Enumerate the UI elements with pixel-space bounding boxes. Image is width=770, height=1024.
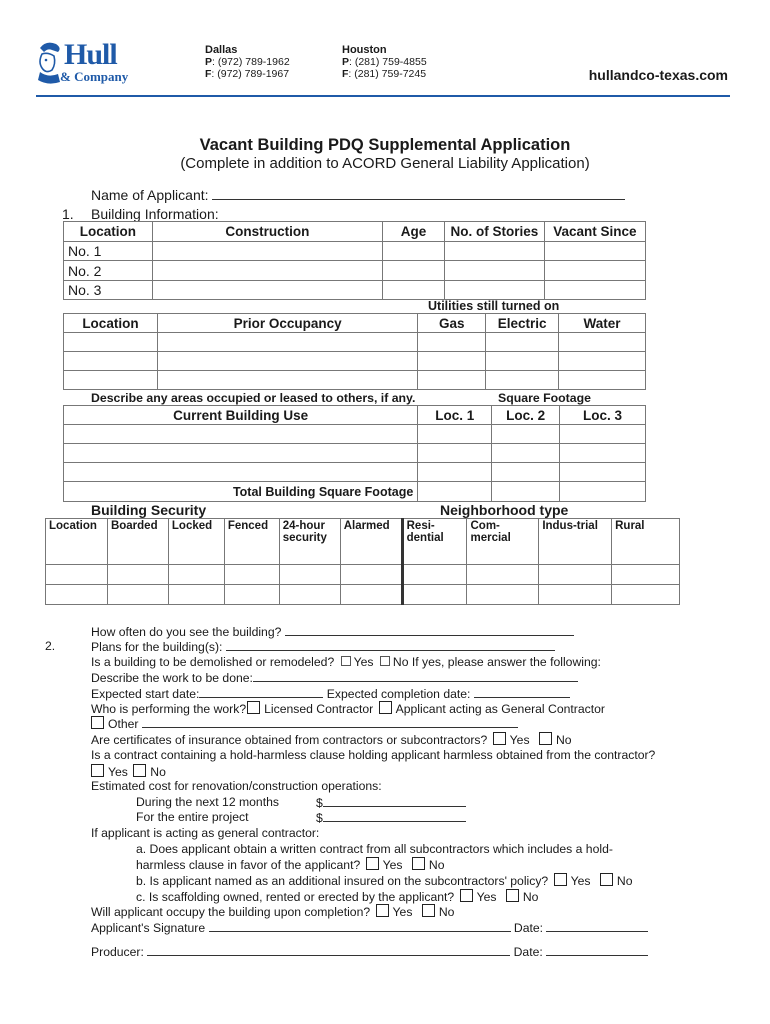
section-2-number: 2.	[45, 639, 56, 653]
table-cell[interactable]	[544, 281, 645, 300]
th-commercial: Com-mercial	[467, 519, 539, 565]
demolish-no-checkbox[interactable]	[380, 656, 390, 666]
utilities-caption: Utilities still turned on	[428, 299, 560, 313]
producer-field[interactable]	[147, 944, 510, 956]
table-cell[interactable]	[486, 352, 559, 371]
table-cell[interactable]	[559, 371, 646, 390]
cost-12-months-field: $	[316, 795, 466, 810]
logo-sub-text: & Company	[60, 69, 129, 84]
table-cell[interactable]	[492, 425, 560, 444]
other-checkbox[interactable]	[91, 716, 104, 729]
table-cell[interactable]	[157, 371, 417, 390]
table-cell[interactable]	[418, 482, 492, 502]
if-yes-text: If yes, please answer the following:	[411, 655, 601, 669]
q-if-gc: If applicant is acting as general contractor:	[91, 826, 320, 840]
row-label: No. 3	[64, 281, 153, 300]
q-certificates: Are certificates of insurance obtained from contractors or subcontractors? Yes No	[91, 733, 572, 747]
signature-date-field[interactable]	[546, 920, 648, 932]
other-field[interactable]	[142, 716, 518, 728]
cost-project-input[interactable]	[323, 810, 466, 822]
th-24hour-security: 24-hour security	[279, 519, 340, 565]
qa-no-checkbox[interactable]	[412, 857, 425, 870]
q-occupy: Will applicant occupy the building upon completion? Yes No	[91, 905, 455, 919]
table-cell[interactable]	[418, 444, 492, 463]
prior-occupancy-table	[63, 313, 646, 390]
cost-project-label: For the entire project	[136, 810, 249, 824]
q-describe-work: Describe the work to be done:	[91, 670, 578, 685]
table-cell[interactable]	[168, 585, 224, 605]
th-location: Location	[64, 314, 158, 333]
dallas-office	[205, 44, 290, 80]
completion-date-field[interactable]	[474, 686, 570, 698]
cost-project-field: $	[316, 810, 466, 825]
th-gas: Gas	[418, 314, 486, 333]
qb-no-checkbox[interactable]	[600, 873, 613, 886]
company-logo	[34, 38, 158, 88]
q-other: Other	[91, 716, 518, 731]
table-cell[interactable]	[560, 425, 646, 444]
th-age: Age	[383, 222, 445, 242]
table-cell[interactable]	[486, 333, 559, 352]
section-1-label: Building Information:	[91, 206, 219, 222]
demolish-yes-checkbox[interactable]	[341, 656, 351, 666]
table-cell[interactable]	[467, 565, 539, 585]
row-label: No. 1	[64, 242, 153, 261]
dallas-phone: P: (972) 789-1962	[205, 56, 290, 68]
q-estimated-cost: Estimated cost for renovation/construction operations:	[91, 779, 382, 793]
dallas-city: Dallas	[205, 44, 238, 56]
table-cell[interactable]	[64, 444, 418, 463]
houston-city: Houston	[342, 44, 387, 56]
describe-leased-areas: Describe any areas occupied or leased to others, if any.	[91, 391, 416, 405]
current-use-table	[63, 405, 646, 502]
table-cell[interactable]	[64, 463, 418, 482]
plans-field[interactable]	[226, 639, 555, 651]
demolish-no-label: No	[392, 655, 409, 669]
table-cell[interactable]	[492, 444, 560, 463]
table-cell[interactable]	[152, 242, 382, 261]
table-cell[interactable]	[279, 565, 340, 585]
table-cell[interactable]	[340, 565, 402, 585]
start-date-field[interactable]	[199, 686, 323, 698]
section-1-number: 1.	[62, 206, 74, 222]
q-who-performing: Who is performing the work? Licensed Contractor Applicant acting as General Contractor	[91, 702, 605, 716]
row-label: No. 2	[64, 261, 153, 281]
table-cell[interactable]	[486, 371, 559, 390]
q-a-line1: a. Does applicant obtain a written contract from all subcontractors which includes a hold-	[136, 842, 613, 856]
q-dates: Expected start date: Expected completion date:	[91, 686, 570, 701]
applicant-name-label: Name of Applicant:	[91, 187, 209, 203]
applicant-gc-checkbox[interactable]	[379, 701, 392, 714]
houston-fax: F: (281) 759-7245	[342, 68, 427, 80]
table-cell[interactable]	[107, 565, 168, 585]
square-footage-caption: Square Footage	[498, 391, 591, 405]
qc-no-checkbox[interactable]	[506, 889, 519, 902]
th-loc-1: Loc. 1	[418, 406, 492, 425]
header-divider	[36, 95, 730, 97]
table-cell[interactable]	[64, 371, 158, 390]
table-cell[interactable]	[152, 281, 382, 300]
table-cell[interactable]	[157, 333, 417, 352]
neighborhood-type-caption: Neighborhood type	[440, 502, 569, 518]
table-cell[interactable]	[492, 482, 560, 502]
table-cell[interactable]	[444, 281, 544, 300]
table-cell[interactable]	[492, 463, 560, 482]
q-plans: Plans for the building(s):	[91, 639, 555, 654]
table-cell[interactable]	[340, 585, 402, 605]
table-cell[interactable]	[539, 585, 612, 605]
table-cell[interactable]	[418, 425, 492, 444]
th-prior-occupancy: Prior Occupancy	[157, 314, 417, 333]
qb-yes-checkbox[interactable]	[554, 873, 567, 886]
q-a-line2: harmless clause in favor of the applicant? Yes No	[136, 858, 445, 872]
table-cell[interactable]	[383, 261, 445, 281]
houston-office	[342, 44, 427, 80]
th-water: Water	[559, 314, 646, 333]
table-cell[interactable]	[168, 565, 224, 585]
table-cell[interactable]	[560, 463, 646, 482]
page-subtitle: (Complete in addition to ACORD General Liability Application)	[180, 155, 590, 172]
table-cell[interactable]	[559, 333, 646, 352]
page-title: Vacant Building PDQ Supplemental Application	[199, 136, 571, 154]
table-cell[interactable]	[539, 565, 612, 585]
table-cell[interactable]	[418, 333, 486, 352]
q-demolish: Is a building to be demolished or remodeled? Yes No If yes, please answer the following:	[91, 655, 601, 669]
hold-harmless-no-checkbox[interactable]	[133, 764, 146, 777]
table-cell[interactable]	[612, 585, 680, 605]
demolish-yes-label: Yes	[353, 655, 374, 669]
table-cell[interactable]	[467, 585, 539, 605]
table-cell[interactable]	[46, 585, 108, 605]
table-cell[interactable]	[544, 261, 645, 281]
table-cell[interactable]	[152, 261, 382, 281]
table-cell[interactable]	[64, 352, 158, 371]
table-cell[interactable]	[560, 444, 646, 463]
hold-harmless-yes-checkbox[interactable]	[91, 764, 104, 777]
table-cell[interactable]	[444, 242, 544, 261]
table-cell[interactable]	[157, 352, 417, 371]
certificates-yes-checkbox[interactable]	[493, 732, 506, 745]
th-rural: Rural	[612, 519, 680, 565]
table-cell[interactable]	[560, 482, 646, 502]
q-how-often: How often do you see the building?	[91, 624, 574, 639]
th-vacant-since: Vacant Since	[544, 222, 645, 242]
houston-phone: P: (281) 759-4855	[342, 56, 427, 68]
table-cell[interactable]	[279, 585, 340, 605]
building-security-caption: Building Security	[91, 502, 207, 518]
th-construction: Construction	[152, 222, 382, 242]
signature-row: Applicant's Signature Date:	[91, 920, 648, 935]
occupy-yes-checkbox[interactable]	[376, 904, 389, 917]
qa-yes-checkbox[interactable]	[366, 857, 379, 870]
website-link[interactable]: hullandco-texas.com	[588, 67, 728, 83]
th-boarded: Boarded	[107, 519, 168, 565]
th-industrial: Indus-trial	[539, 519, 612, 565]
th-loc-2: Loc. 2	[492, 406, 560, 425]
certificates-no-checkbox[interactable]	[539, 732, 552, 745]
cost-12-months-input[interactable]	[323, 795, 466, 807]
licensed-contractor-checkbox[interactable]	[247, 701, 260, 714]
table-cell[interactable]	[64, 425, 418, 444]
applicant-name-row	[91, 187, 625, 203]
table-cell[interactable]	[612, 565, 680, 585]
table-cell[interactable]	[383, 242, 445, 261]
signature-field[interactable]	[209, 920, 511, 932]
table-cell[interactable]	[64, 333, 158, 352]
table-cell[interactable]	[46, 565, 108, 585]
applicant-name-field[interactable]	[212, 188, 625, 200]
hold-harmless-options: Yes No	[91, 764, 166, 779]
occupy-no-checkbox[interactable]	[422, 904, 435, 917]
how-often-field[interactable]	[285, 624, 574, 636]
producer-row: Producer: Date:	[91, 944, 648, 959]
table-cell[interactable]	[444, 261, 544, 281]
table-cell[interactable]	[402, 565, 467, 585]
table-cell[interactable]	[107, 585, 168, 605]
q-hold-harmless: Is a contract containing a hold-harmless clause holding applicant harmless obtained from the contractor?	[91, 748, 656, 762]
table-cell[interactable]	[402, 585, 467, 605]
th-current-use: Current Building Use	[64, 406, 418, 425]
th-residential: Resi-dential	[402, 519, 467, 565]
q-b: b. Is applicant named as an additional insured on the subcontractors' policy? Yes No	[136, 874, 633, 888]
th-location: Location	[46, 519, 108, 565]
table-cell[interactable]	[418, 352, 486, 371]
security-neighborhood-table	[45, 518, 680, 605]
th-location: Location	[64, 222, 153, 242]
table-cell[interactable]	[418, 371, 486, 390]
th-fenced: Fenced	[224, 519, 279, 565]
table-cell[interactable]	[544, 242, 645, 261]
q-c: c. Is scaffolding owned, rented or erected by the applicant? Yes No	[136, 890, 539, 904]
th-loc-3: Loc. 3	[560, 406, 646, 425]
producer-date-field[interactable]	[546, 944, 648, 956]
th-alarmed: Alarmed	[340, 519, 402, 565]
th-stories: No. of Stories	[444, 222, 544, 242]
total-sqft-label: Total Building Square Footage	[64, 482, 418, 502]
table-cell[interactable]	[224, 585, 279, 605]
cost-12-months-label: During the next 12 months	[136, 795, 279, 809]
logo-main-text: Hull	[64, 38, 117, 71]
dallas-fax: F: (972) 789-1967	[205, 68, 290, 80]
th-electric: Electric	[486, 314, 559, 333]
table-cell[interactable]	[383, 281, 445, 300]
qc-yes-checkbox[interactable]	[460, 889, 473, 902]
describe-work-field[interactable]	[253, 670, 578, 682]
table-cell[interactable]	[418, 463, 492, 482]
table-cell[interactable]	[559, 352, 646, 371]
building-info-table	[63, 221, 646, 300]
table-cell[interactable]	[224, 565, 279, 585]
th-locked: Locked	[168, 519, 224, 565]
